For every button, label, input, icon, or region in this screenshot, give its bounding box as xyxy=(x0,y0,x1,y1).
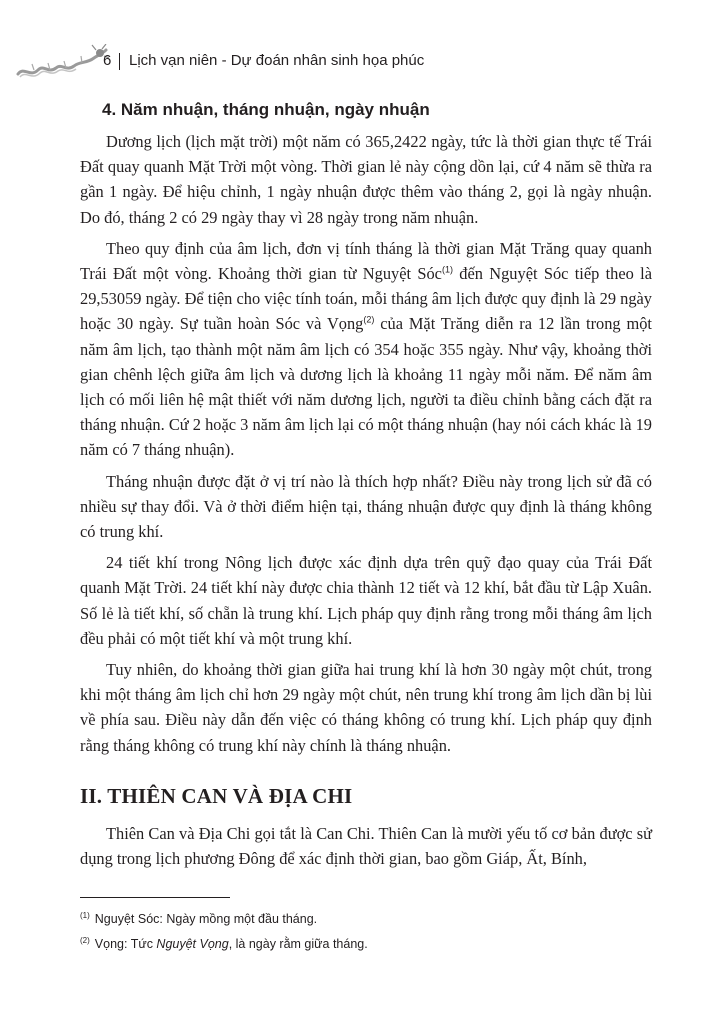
footnote-ref-2: (2) xyxy=(363,314,375,325)
footnote-2-suffix: , là ngày rằm giữa tháng. xyxy=(228,937,368,952)
section-paragraph: Thiên Can và Địa Chi gọi tắt là Can Chi. Thiên Can là mười yếu tố cơ bản được sử dụng trong lịch phương Đông để xác định thời gian, bao gồm Giáp, Ất, Bính, xyxy=(80,823,652,869)
footnote-2-italic: Nguyệt Vọng xyxy=(156,937,229,952)
paragraph-2-part-3: của Mặt Trăng diễn ra 12 lần trong một năm âm lịch, tạo thành một năm âm lịch có 354 hoặc 355 ngày. Như vậy, khoảng thời gian chênh lệch giữa âm lịch và dương lịch là khoảng 11 ngày mỗi năm. Để năm âm lịch có mối liên hệ mật thiết với năm dương lịch, người ta điều chỉnh bằng cách đặt ra tháng nhuận. Cứ 2 hoặc 3 năm âm lịch lại có một tháng nhuận (hay nói cách khác là 19 năm có 7 tháng nhuận). xyxy=(80,314,652,460)
footnote-2-prefix: Vọng: Tức xyxy=(94,937,157,952)
paragraph-2-part-2: đến Nguyệt Sóc tiếp theo là 29,53059 ngày. Để tiện cho việc tính toán, mỗi tháng âm lịch được quy định là 29 ngày hoặc 30 ngày. Sự tuần hoàn Sóc và Vọng xyxy=(80,264,652,334)
running-title: Lịch vạn niên - Dự đoán nhân sinh họa phúc xyxy=(129,52,425,69)
main-content xyxy=(80,97,652,877)
paragraph-4: 24 tiết khí trong Nông lịch được xác định dựa trên quỹ đạo quay của Trái Đất quanh Mặt Trời. 24 tiết khí này được chia thành 12 tiết và 12 khí, bắt đầu từ Lập Xuân. Số lẻ là tiết khí, số chẵn là trung khí. Lịch pháp quy định rằng trong mỗi tháng âm lịch đều phải có một tiết khí và một trung khí. xyxy=(80,553,652,648)
subsection-heading: 4. Năm nhuận, tháng nhuận, ngày nhuận xyxy=(102,100,430,119)
page-header xyxy=(0,44,726,84)
footnote-2 xyxy=(80,930,652,955)
section-heading: II. THIÊN CAN VÀ ĐỊA CHI xyxy=(80,783,353,808)
paragraph-1: Dương lịch (lịch mặt trời) một năm có 365,2422 ngày, tức là thời gian thực tế Trái Đất quay quanh Mặt Trời một vòng. Thời gian lẻ này cộng dồn lại, cứ 4 năm sẽ thừa ra gần 1 ngày. Để hiệu chỉnh, 1 ngày nhuận được thêm vào tháng 2, gọi là ngày nhuận. Do đó, tháng 2 có 29 ngày thay vì 28 ngày trong năm nhuận. xyxy=(80,132,652,227)
footnote-2-mark: (2) xyxy=(80,936,90,946)
paragraph-2 xyxy=(80,236,652,463)
footnotes xyxy=(80,905,652,955)
paragraph-2-part-1: Theo quy định của âm lịch, đơn vị tính tháng là thời gian Mặt Trăng quay quanh Trái Đất một vòng. Khoảng thời gian từ Nguyệt Sóc xyxy=(80,238,652,284)
footnote-1 xyxy=(80,905,652,930)
footnote-1-text: Nguyệt Sóc: Ngày mồng một đầu tháng. xyxy=(94,912,318,927)
footnote-1-mark: (1) xyxy=(80,911,90,920)
footnote-ref-1: (1) xyxy=(441,264,453,275)
page-number: 6 xyxy=(103,52,112,69)
paragraph-3: Tháng nhuận được đặt ở vị trí nào là thích hợp nhất? Điều này trong lịch sử đã có nhiều sự thay đổi. Và ở thời điểm hiện tại, tháng nhuận được quy định là tháng không có trung khí. xyxy=(80,471,652,542)
paragraph-5: Tuy nhiên, do khoảng thời gian giữa hai trung khí là hơn 30 ngày một chút, trong khi một tháng âm lịch chỉ hơn 29 ngày một chút, nên trung khí trong âm lịch dần bị lùi về phía sau. Điều này dẫn đến việc có tháng không có trung khí. Lịch pháp quy định rằng tháng không có trung khí này chính là tháng nhuận. xyxy=(80,660,652,755)
dragon-ornament-icon xyxy=(14,44,110,84)
header-divider xyxy=(119,53,120,70)
footnote-rule xyxy=(80,897,230,898)
